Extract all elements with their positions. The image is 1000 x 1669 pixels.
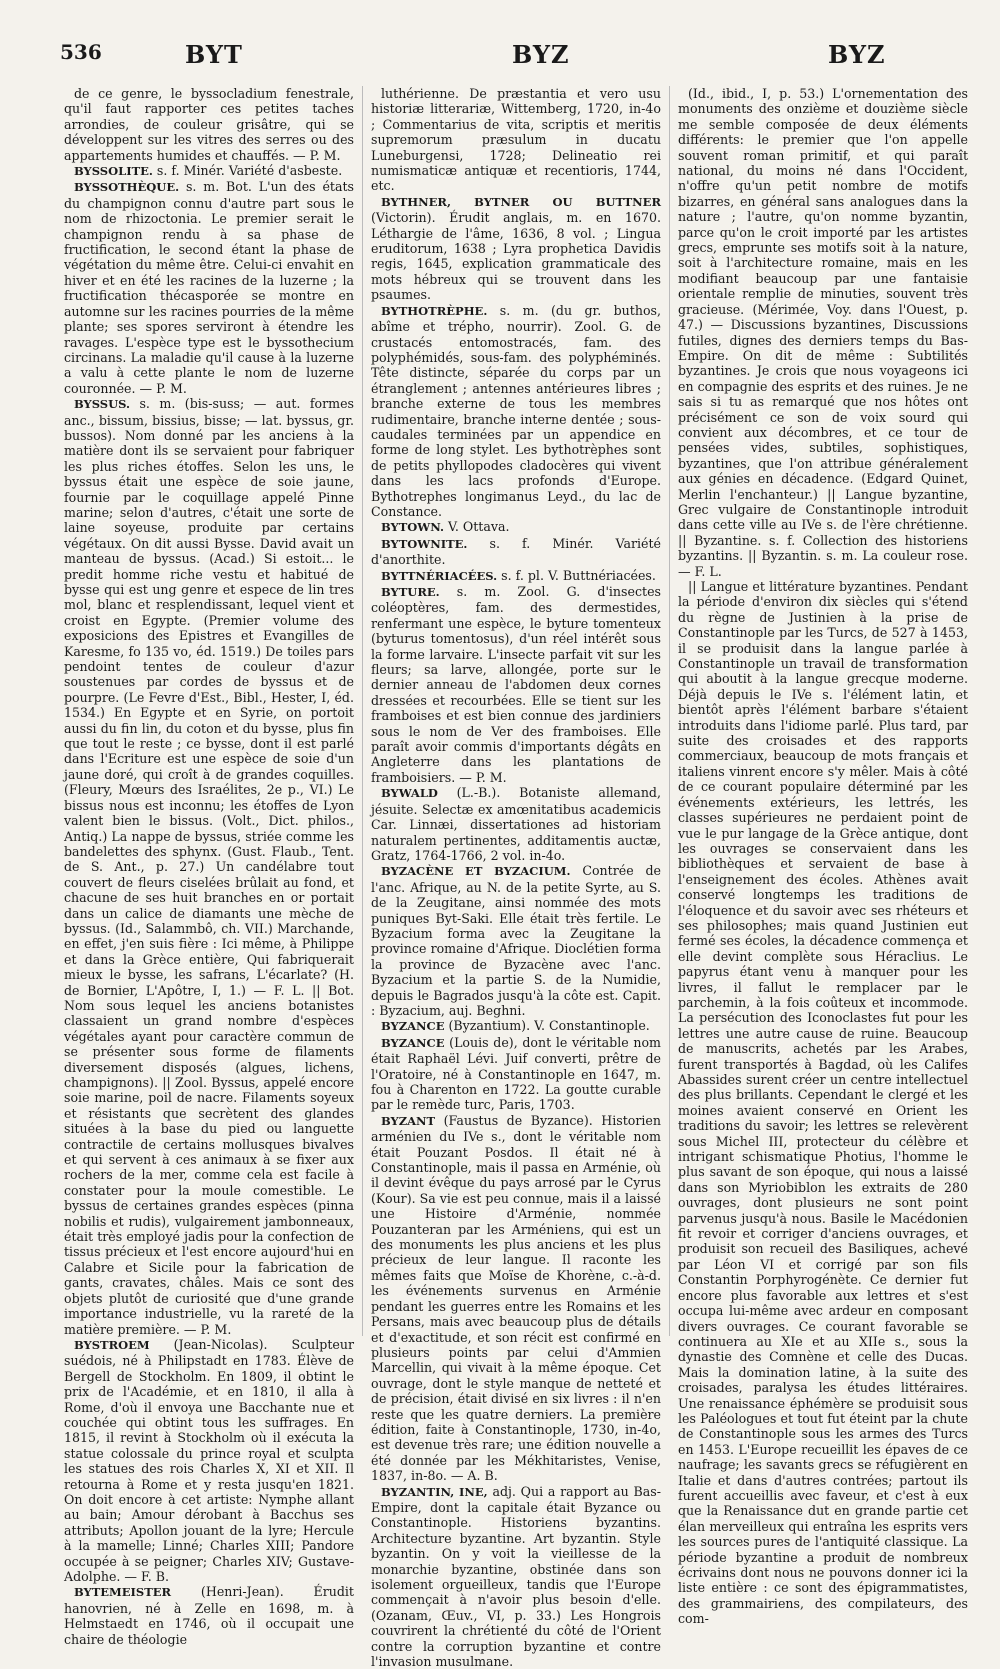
entry-headword: BYTHNER, BYTNER OU BUTTNER (381, 194, 661, 209)
entry-text: s. m. (bis-suss; — aut. formes anc., bissum, bissius, bisse; — lat. byssus, gr. bussos). Nom donné par les anciens à la matière dont ils se servaient pour fabriquer les plus riches étoffes. Selon les uns, le byssus était une espèce de soie jaune, fournie par le coquillage appelé Pinne marine; selon d'autres, c'était une sorte de laine soyeuse, produite par certains végétaux. On dit aussi Bysse. David avait un manteau de byssus. (Acad.) Si estoit... le predit homme riche vestu et habitué de bysse qui est ung genre et espece de lin tres mol, blanc et resplendissant, lequel vient et croist en Egypte. (Premier volume des exposicions des Epistres et Evangilles de Karesme, fo 135 vo, éd. 1519.) De toiles pars pendoint tentes de couleur d'azur soustenues par cordes de byssus et de pourpre. (Le Fevre d'Est., Bibl., Hester, I, éd. 1534.) En Egypte et en Syrie, on portoit aussi du fin lin, du coton et du bysse, plus fin que tout le reste ; ce bysse, dont il est parlé dans l'Ecriture est une espèce de soie d'un jaune doré, qui croît à de grandes coquilles. (Fleury, Mœurs des Israélites, 2e p., VI.) Le bissus nous est inconnu; les étoffes de Lyon valent bien le bissus. (Volt., Dict. philos., Antiq.) La nappe de byssus, striée comme les bandelettes des sphynx. (Gust. Flaub., Tent. de S. Ant., p. 27.) Un candélabre tout couvert de fleurs ciselées brûlait au fond, et chacune de ses huit branches en or portait dans un calice de diamants une mèche de byssus. (Id., Salammbô, ch. VII.) Marchande, en effet, j'en suis fière : Ici même, à Philippe et dans la Grèce entière, Qui fabriquerait mieux le bysse, les safrans, L'écarlate? (H. de Bornier, L'Apôtre, I, 1.) — F. L. || Bot. Nom sous lequel les anciens botanistes classaient un grand nombre d'espèces végétales ayant pour caractère commun de se présenter sous forme de filaments diversement disposés (algues, lichens, champignons). || Zool. Byssus, appelé encore soie marine, poil de nacre. Filaments soyeux et résistants que secrètent des glandes situées à la base du pied ou languette contractile de certains mollusques bivalves et qui servent à ces animaux à se fixer aux rochers de la mer, comme cela est facile à constater pour la moule comestible. Le byssus de certaines grandes espèces (pinna nobilis et rudis), vulgairement jambonneaux, était très employé jadis pour la confection de tissus précieux et l'est encore aujourd'hui en Calabre et Sicile pour la fabrication de gants, cravates, châles. Mais ce sont des objets plutôt de curiosité que d'une grande importance industrielle, vu la rareté de la matière première. — P. M. (64, 396, 354, 1337)
entry-headword: BYTEMEISTER (74, 1585, 172, 1600)
dictionary-entry (371, 194, 661, 303)
dictionary-entry (64, 86, 354, 163)
entry-text: s. m. Zool. G. d'insectes coléoptères, fam. des dermestides, renfermant une espèce, le byture tomenteux (byturus tomentosus), d'un réel intérêt sous la forme larvaire. L'insecte parfait vit sur les fleurs; sa larve, allongée, porte sur le dernier anneau de l'abdomen deux cornes dressées et recourbées. Elle se tient sur les framboises et est bien connue des jardiniers sous le nom de Ver des framboises. Elle paraît avoir commis d'importants dégâts en Angleterre dans les plantations de framboisiers. — P. M. (371, 584, 661, 785)
entry-text: s. f. Minér. Variété d'asbeste. (156, 163, 343, 179)
column-right (669, 86, 968, 1627)
entry-text: (Victorin). Érudit anglais, m. en 1670. Léthargie de l'âme, 1636, 8 vol. ; Lingua eruditorum, 1638 ; Lyra prophetica Davidis regis, 1645, explication grammaticale des mots hébreux qui se trouvent dans les psaumes. (371, 210, 661, 303)
entry-headword: BYZANT (381, 1113, 436, 1128)
entry-headword: BYTURE. (381, 585, 440, 599)
dictionary-entry (371, 536, 661, 568)
entry-text: s. f. pl. V. Buttnériacées. (501, 567, 656, 583)
dictionary-entry (678, 86, 968, 579)
entry-text: de ce genre, le byssocladium fenestrale, qu'il faut rapporter ces petites taches arrondies, de couleur grisâtre, qui se développent sur les vitres des serres ou des appartements humides et chauffés. — P. M. (64, 86, 354, 163)
dictionary-entry (371, 86, 661, 194)
dictionary-entry (371, 519, 661, 535)
entry-text: || Langue et littérature byzantines. Pendant la période d'environ dix siècles qui s'étend du règne de Justinien à la prise de Constantinople par les Turcs, de 527 à 1453, il se produisit dans la langue parlée à Constantinople un travail de transformation qui aboutit à la langue grecque moderne. Déjà depuis le IVe s. l'élément latin, et bientôt après l'élément barbare s'étaient introduits dans l'idiome parlé. Plus tard, par suite des croisades et des rapports commerciaux, beaucoup de mots français et italiens vinrent encore s'y mêler. Mais à côté de ce courant populaire déterminé par les événements extérieurs, les lettrés, les classes supérieures ne perdaient point de vue le pur langage de la Grèce antique, dont les ouvrages se conservaient dans les bibliothèques et servaient de base à l'enseignement des écoles. Athènes avait conservé longtemps les traditions de l'éloquence et du savoir avec ses rhéteurs et ses philosophes; mais quand Justinien eut fermé ses écoles, la décadence commença et elle devint complète sous Héraclius. Le papyrus étant venu à manquer pour les livres, il fallut le remplacer par le parchemin, à la fois coûteux et incommode. La persécution des Iconoclastes fut pour les lettres une autre cause de ruine. Beaucoup de manuscrits, achetés par les Arabes, furent transportés à Bagdad, où les Califes Abassides surent créer un centre intellectuel des plus brillants. Cependant le clergé et les moines avaient conservé en Orient les traditions du savoir; les lettres se relevèrent sous Michel III, protecteur du célèbre et intrigant schismatique Photius, l'homme le plus savant de son époque, qui nous a laissé dans son Myriobiblon les extraits de 280 ouvrages, dont plusieurs ne sont point parvenus jusqu'à nous. Basile le Macédonien fit revoir et corriger d'anciens ouvrages, et produisit son recueil des Basiliques, achevé par Léon VI et corrigé par son fils Constantin Porphyrogénète. Ce dernier fut encore plus favorable aux lettres et s'est occupa lui-même avec ardeur en composant divers ouvrages. Ce courant favorable se continuera au XIe et au XIIe s., sous la dynastie des Comnène et celle des Ducas. Mais la domination latine, à la suite des croisades, paralysa les études littéraires. Une renaissance éphémère se produisit sous les Paléologues et tout fut éteint par la chute de Constantinople sous les armes des Turcs en 1453. L'Europe recueillit les épaves de ce naufrage; les savants grecs se réfugièrent en Italie et dans d'autres contrées; partout ils furent accueillis avec faveur, et c'est à eux que la Renaissance dut en grande partie cet élan merveilleux qui entraîna les esprits vers les sources pures de l'antiquité classique. La période byzantine a produit de nombreux écrivains dont nous ne pouvons donner ici la liste entière : ce sont des épigrammatistes, des grammairiens, des compilateurs, des com- (678, 579, 968, 1627)
entry-text: (Jean-Nicolas). Sculpteur suédois, né à Philipstadt en 1783. Élève de Bergell de Stockholm. En 1809, il obtint le prix de l'Académie, et en 1810, il alla à Rome, d'où il envoya une Bacchante nue et couchée qui obtint tous les suffrages. En 1815, il revint à Stockholm où il exécuta la statue colossale du prince royal et sculpta les statues des rois Charles X, XI et XII. Il retourna à Rome et y resta jusqu'en 1821. On doit encore à cet artiste: Nymphe allant au bain; Amour dérobant à Bacchus ses attributs; Apollon jouant de la lyre; Hercule à la mamelle; Linné; Charles XIII; Pandore occupée à se peigner; Charles XIV; Gustave-Adolphe. — F. B. (64, 1336, 354, 1584)
dictionary-entry (371, 1113, 661, 1484)
entry-text: luthérienne. De præstantia et vero usu historiæ litterariæ, Wittemberg, 1720, in-4o ; Commentarius de vita, scriptis et meritis supremorum præsulum in ducatu Luneburgensi, 1728; Delineatio rei numismaticæ antiquæ et recentioris, 1744, etc. (371, 86, 661, 194)
dictionary-entry (371, 1018, 661, 1034)
column-middle (362, 86, 662, 1669)
entry-headword: BYTHOTRÈPHE. (381, 303, 488, 318)
entry-headword: BYTTNÉRIACÉES. (381, 568, 498, 583)
entry-text: s. m. (du gr. buthos, abîme et trépho, nourrir). Zool. G. de crustacés entomostracés, fam. des polyphémidés, sous-fam. des polyphéminés. Tête distincte, séparée du corps par un étranglement ; antennes antérieures libres ; branche externe de tous les membres rudimentaire, branche interne dentée ; sous-caudales terminées par un appendice en forme de long stylet. Les bythotrèphes sont de petits phyllopodes cladocères qui vivent dans les lacs profonds d'Europe. Bythotrephes longimanus Leyd., du lac de Constance. (371, 302, 661, 519)
dictionary-entry (371, 584, 661, 785)
entry-text: (L.-B.). Botaniste allemand, jésuite. Selectæ ex amœnitatibus academicis Car. Linnæi, dissertationes ad historiam naturalem pertinentes, additamentis auctæ, Gratz, 1764-1766, 2 vol. in-4o. (371, 785, 661, 863)
dictionary-entry (371, 785, 661, 863)
entry-text: s. f. Minér. Variété d'anorthite. (371, 535, 661, 568)
entry-text: (Byzantium). V. Constantinople. (448, 1018, 650, 1034)
entry-headword: BYZANTIN, INE, (381, 1484, 488, 1499)
dictionary-entry (371, 1035, 661, 1113)
entry-headword: BYZACÈNE ET BYZACIUM. (381, 864, 571, 879)
dictionary-entry (371, 303, 661, 520)
entry-headword: BYZANCE (381, 1019, 445, 1034)
entry-text: (Faustus de Byzance). Historien arménien du IVe s., dont le véritable nom était Pouzant Posdos. Il était né à Constantinople, mais il passa en Arménie, où il devint évêque du pays arrosé par le Cyrus (Kour). Sa vie est peu connue, mais il a laissé une Histoire d'Arménie, nommée Pouzanteran par les Arméniens, qui est un des monuments les plus anciens et les plus précieux de leur langue. Il raconte les mêmes faits que Moïse de Khorène, c.-à-d. les événements survenus en Arménie pendant les guerres entre les Romains et les Persans, mais avec beaucoup plus de détails et d'exactitude, et son récit est confirmé en plusieurs points par celui d'Ammien Marcellin, qui vivait à la même époque. Cet ouvrage, dont le style manque de netteté et de précision, était divisé en six livres : il n'en reste que les quatre derniers. La première édition, faite à Constantinople, 1730, in-4o, est devenue très rare; une édition nouvelle a été donnée par les Mékhitaristes, Venise, 1837, in-8o. — A. B. (371, 1112, 661, 1484)
entry-headword: BYTOWNITE. (381, 536, 468, 551)
entry-headword: BYSSOTHÈQUE. (74, 180, 180, 195)
entry-text: Contrée de l'anc. Afrique, au N. de la petite Syrte, au S. de la Zeugitane, ainsi nommée des mots puniques Byt-Saki. Elle était très fertile. Le Byzacium forma avec la Zeugitane la province romaine d'Afrique. Dioclétien forma la province de Byzacène avec l'anc. Byzacium et la partie S. de la Numidie, depuis le Bagrados jusqu'à la côte est. Capit. : Byzacium, auj. Beghni. (371, 863, 661, 1018)
page-number: 536 (60, 40, 102, 64)
entry-headword: BYZANCE (381, 1035, 445, 1050)
page-header (60, 40, 962, 80)
dictionary-entry (678, 579, 968, 1627)
dictionary-entry (371, 1484, 661, 1669)
dictionary-entry (64, 179, 354, 396)
dictionary-entry (371, 863, 661, 1018)
entry-headword: BYSTROEM (74, 1337, 150, 1352)
running-head-right: BYZ (828, 40, 886, 69)
running-head-center: BYZ (512, 40, 570, 69)
dictionary-entry (371, 568, 661, 584)
entry-text: (Henri-Jean). Érudit hanovrien, né à Zelle en 1698, m. à Helmstaedt en 1746, où il occupait une chaire de théologie (64, 1584, 354, 1647)
entry-text: adj. Qui a rapport au Bas-Empire, dont la capitale était Byzance ou Constantinople. Historiens byzantins. Architecture byzantine. Art byzantin. Style byzantin. On y voit la vieillesse de la monarchie byzantine, obstinée dans son isolement orgueilleux, tandis que l'Europe commençait à n'avoir plus besoin d'elle. (Ozanam, Œuv., VI, p. 33.) Les Hongrois couvrirent la chrétienté du côté de l'Orient contre la corruption byzantine et contre l'invasion musulmane. (371, 1483, 662, 1669)
dictionary-entry (64, 163, 354, 179)
entry-text: (Id., ibid., I, p. 53.) L'ornementation des monuments des onzième et douzième siècle me semble composée de deux éléments différents: le premier que l'on appelle souvent roman primitif, et qui paraît national, du moins né dans l'Occident, n'offre qu'un petit nombre de motifs bizarres, en général sans analogues dans la nature ; l'autre, qu'on nomme byzantin, parce qu'on le croit importé par les artistes grecs, emprunte ses motifs soit à la nature, soit à l'architecture romaine, mais en les modifiant beaucoup par une fantaisie orientale remplie de minuties, souvent très gracieuse. (Mérimée, Voy. dans l'Ouest, p. 47.) — Discussions byzantines, Discussions futiles, dignes des derniers temps du Bas-Empire. On dit de même : Subtilités byzantines. Je crois que nous voyageons ici en compagnie des esprits et des ruines. Je ne sais si tu as remarqué que nos hôtes ont précisément ce son de voix sourd qui convient aux décombres, et ce tour de pensées vides, subtiles, sophistiques, byzantines, que l'on attribue généralement aux génies en décadence. (Edgard Quinet, Merlin l'enchanteur.) || Langue byzantine, Grec vulgaire de Constantinople introduit dans cette ville au IVe s. de l'ère chrétienne. || Byzantine. s. f. Collection des historiens byzantins. || Byzantin. s. m. La couleur rose. — F. L. (678, 86, 968, 579)
entry-text: s. m. Bot. L'un des états du champignon connu d'autre part sous le nom de rhizoctonia. Le premier serait le champignon rendu à sa phase de fructification, le second étant la phase de végétation du même être. Celui-ci envahit en hiver et en été les racines de la luzerne ; la fructification thécasporée se montre en automne sur les racines pourries de la même plante; ses spores serviront à étendre les ravages. L'espèce type est le byssothecium circinans. La maladie qu'il cause à la luzerne a valu à cette plante le nom de luzerne couronnée. — P. M. (64, 179, 354, 396)
entry-text: V. Ottava. (448, 519, 510, 535)
entry-headword: BYWALD (381, 786, 438, 801)
running-head-left: BYT (185, 40, 243, 69)
dictionary-entry (64, 1337, 354, 1585)
dictionary-entry (64, 396, 354, 1337)
entry-headword: BYTOWN. (381, 520, 444, 535)
dictionary-entry (64, 1584, 354, 1647)
entry-headword: BYSSUS. (74, 397, 131, 412)
entry-headword: BYSSOLITE. (74, 164, 153, 179)
column-left (64, 86, 354, 1647)
text-columns (64, 86, 968, 1669)
entry-text: (Louis de), dont le véritable nom était Raphaël Lévi. Juif converti, prêtre de l'Oratoire, né à Constantinople en 1647, m. fou à Charenton en 1722. La goutte curable par le remède turc, Paris, 1703. (371, 1034, 661, 1113)
